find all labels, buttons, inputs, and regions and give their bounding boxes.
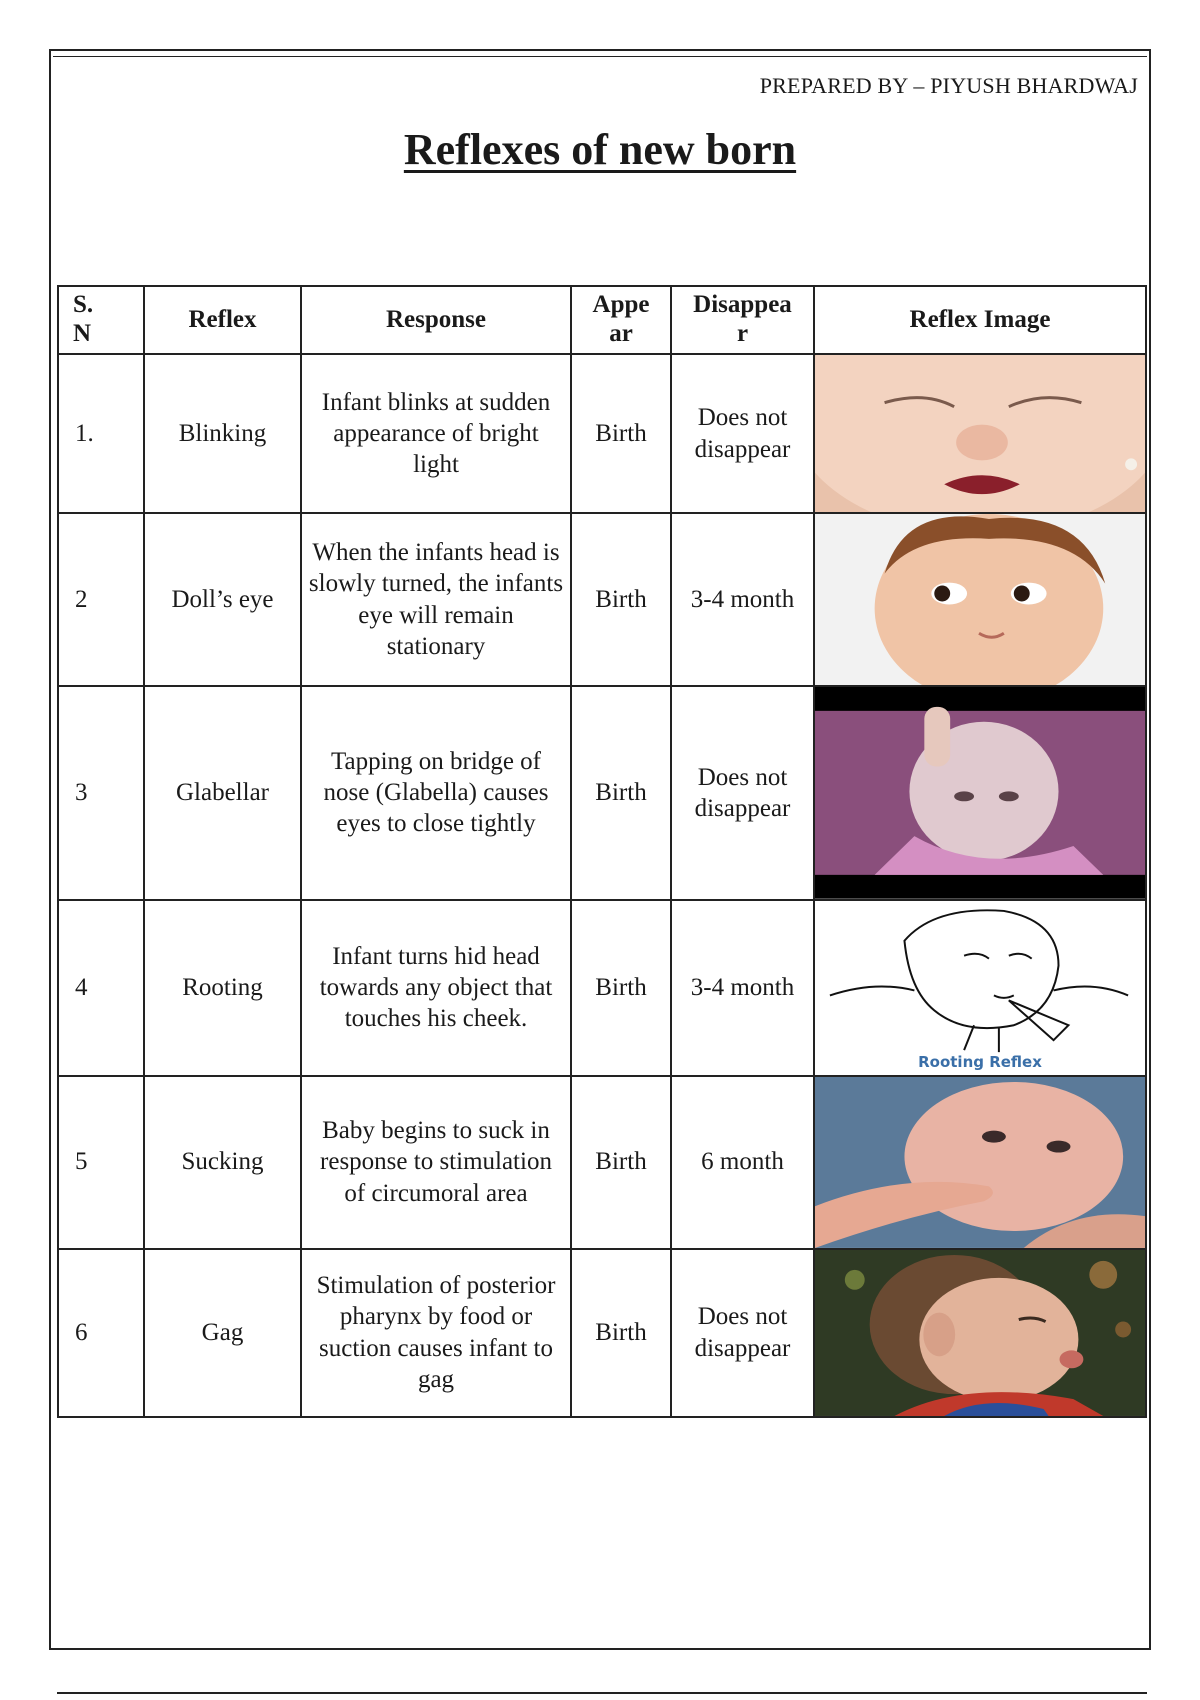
row-sn: 4 <box>58 900 144 1076</box>
dolls-eye-baby-photo <box>815 514 1145 685</box>
row-reflex: Rooting <box>144 900 301 1076</box>
row-image <box>814 513 1146 686</box>
row-response: Stimulation of posterior pharynx by food or suction causes infant to gag <box>301 1249 571 1417</box>
table-row <box>58 1249 1146 1417</box>
row-appear: Birth <box>571 354 671 513</box>
row-disappear: 3-4 month <box>671 513 814 686</box>
sucking-baby-photo <box>815 1077 1145 1248</box>
table-row <box>58 686 1146 900</box>
row-response: Infant turns hid head towards any object that touches his cheek. <box>301 900 571 1076</box>
row-disappear: Does not disappear <box>671 354 814 513</box>
row-disappear: Does not disappear <box>671 686 814 900</box>
frame-inner-rule <box>53 56 1147 57</box>
rooting-reflex-drawing <box>815 901 1145 1075</box>
header-image: Reflex Image <box>814 286 1146 354</box>
row-appear: Birth <box>571 686 671 900</box>
row-sn: 6 <box>58 1249 144 1417</box>
table-row <box>58 513 1146 686</box>
row-response: Infant blinks at sudden appearance of bright light <box>301 354 571 513</box>
row-response: When the infants head is slowly turned, the infants eye will remain stationary <box>301 513 571 686</box>
header-sn: S. N <box>58 286 144 354</box>
page-title: Reflexes of new born <box>403 125 797 174</box>
row-appear: Birth <box>571 1076 671 1249</box>
row-reflex: Doll’s eye <box>144 513 301 686</box>
row-appear: Birth <box>571 1249 671 1417</box>
prepared-by: PREPARED BY – PIYUSH BHARDWAJ <box>759 73 1138 98</box>
row-image <box>814 686 1146 900</box>
row-reflex: Glabellar <box>144 686 301 900</box>
table-row <box>58 900 1146 1076</box>
table-header-row <box>58 286 1146 354</box>
row-reflex: Blinking <box>144 354 301 513</box>
header-disappear: Disappea r <box>671 286 814 354</box>
row-image <box>814 1249 1146 1417</box>
row-reflex: Gag <box>144 1249 301 1417</box>
table-row <box>58 354 1146 513</box>
row-sn: 1. <box>58 354 144 513</box>
header-reflex: Reflex <box>144 286 301 354</box>
row-sn: 5 <box>58 1076 144 1249</box>
glabellar-baby-photo <box>815 687 1145 899</box>
row-reflex: Sucking <box>144 1076 301 1249</box>
row-response: Tapping on bridge of nose (Glabella) causes eyes to close tightly <box>301 686 571 900</box>
rooting-reflex-caption: Rooting Reflex <box>918 1052 1042 1071</box>
header-response: Response <box>301 286 571 354</box>
reflex-table <box>57 285 1147 1418</box>
row-disappear: 3-4 month <box>671 900 814 1076</box>
row-appear: Birth <box>571 900 671 1076</box>
row-image <box>814 900 1146 1076</box>
row-sn: 2 <box>58 513 144 686</box>
gag-baby-photo <box>815 1250 1145 1416</box>
footer-rule <box>57 1692 1147 1694</box>
blinking-baby-photo <box>815 355 1145 512</box>
row-appear: Birth <box>571 513 671 686</box>
table-row <box>58 1076 1146 1249</box>
row-response: Baby begins to suck in response to stimulation of circumoral area <box>301 1076 571 1249</box>
row-disappear: 6 month <box>671 1076 814 1249</box>
row-sn: 3 <box>58 686 144 900</box>
row-disappear: Does not disappear <box>671 1249 814 1417</box>
row-image <box>814 354 1146 513</box>
header-appear: Appe ar <box>571 286 671 354</box>
row-image <box>814 1076 1146 1249</box>
